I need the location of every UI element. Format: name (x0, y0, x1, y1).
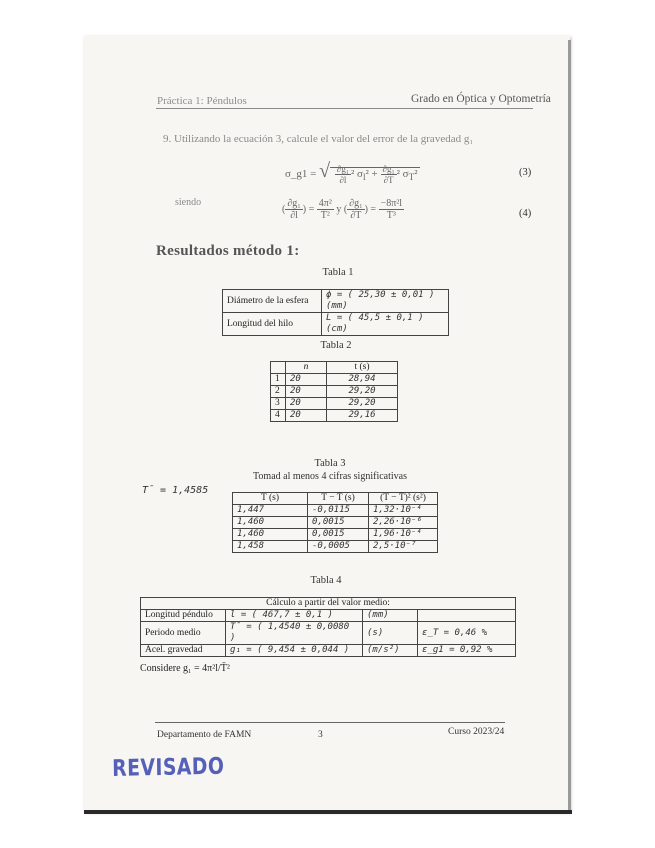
equation-4: ( $\frac{\text{∂g₁}}{\partial l}$ ) = $\frac{\text{4π²}}{\text{T̄²}}$ y ( $\frac{\text{∂g₁}}{\partial T}$ ) = $\frac{\text{−8π²l}}{\text{T̄³}}$ (282, 198, 403, 221)
table-row (271, 374, 398, 386)
table-cell: ε_T = 0,46 % (418, 622, 516, 645)
header-left: Práctica 1: Péndulos (157, 95, 247, 107)
document-page (84, 36, 570, 812)
table-cell: g₁ = ( 9,454 ± 0,044 ) (226, 645, 363, 657)
table-header-row (141, 598, 516, 610)
table-header (271, 362, 286, 374)
table-header-row (233, 493, 438, 505)
page-edge (84, 810, 572, 814)
table-header-row (271, 362, 398, 374)
table-row (223, 290, 449, 313)
table-row (271, 386, 398, 398)
exercise-item-9: 9. Utilizando la ecuación 3, calcule el valor del error de la gravedad g₁ (163, 133, 474, 145)
table-cell: 29,20 (327, 398, 398, 410)
table-row (233, 505, 438, 517)
table-cell: 1,458 (233, 541, 308, 553)
table-cell: Periodo medio (141, 622, 226, 645)
table-cell: 4 (271, 410, 286, 422)
table-cell: (mm) (363, 610, 418, 622)
table-cell: ϕ = ( 25,30 ± 0,01 ) (mm) (322, 290, 449, 313)
table-row (141, 622, 516, 645)
table-cell: Longitud del hilo (223, 313, 322, 336)
table-header: t (s) (327, 362, 398, 374)
table-cell: 3 (271, 398, 286, 410)
table-cell: L = ( 45,5 ± 0,1 ) (cm) (322, 313, 449, 336)
footer-course: Curso 2023/24 (448, 727, 505, 737)
table-cell: 0,0015 (308, 517, 369, 529)
table-cell: T̄ = ( 1,4540 ± 0,0080 ) (226, 622, 363, 645)
tabla-3 (232, 492, 438, 553)
handwritten-mean-period: T̄ = 1,4585 (142, 485, 209, 496)
table-row (223, 313, 449, 336)
equation-4-conjunction: y (336, 203, 342, 215)
equation-3-number: (3) (519, 167, 532, 178)
table-row (141, 645, 516, 657)
table-cell: l = ( 467,7 ± 0,1 ) (226, 610, 363, 622)
table-cell: 29,20 (327, 386, 398, 398)
tabla-4-caption: Tabla 4 (310, 575, 342, 586)
page-edge (568, 40, 571, 812)
revisado-stamp: REVISADO (112, 753, 225, 782)
table-cell: 2,5·10⁻⁷ (369, 541, 438, 553)
table-cell: -0,0005 (308, 541, 369, 553)
table-cell: ε_g1 = 0,92 % (418, 645, 516, 657)
table-cell: 20 (286, 386, 327, 398)
table-row (141, 610, 516, 622)
table-cell: 1 (271, 374, 286, 386)
table-cell: 1,96·10⁻⁴ (369, 529, 438, 541)
footer-rule (155, 722, 505, 723)
table-cell (418, 610, 516, 622)
table-cell: 1,460 (233, 517, 308, 529)
table-header: (T − T̄)² (s²) (369, 493, 438, 505)
table-cell: 1,460 (233, 529, 308, 541)
table-row (271, 398, 398, 410)
tabla-1 (222, 289, 449, 336)
table-cell: 2,26·10⁻⁶ (369, 517, 438, 529)
equation-3: σ_g1 = √ $\frac{\text{∂g₁}}{\partial l}$ ² $\sigma_l^2$ + $\frac{\text{∂g₁}}{\partial T}$ ² $\sigma_T^2$ (285, 160, 418, 185)
table-header: n (286, 362, 327, 374)
table-cell: 2 (271, 386, 286, 398)
table-row (271, 410, 398, 422)
table-cell: 1,32·10⁻⁴ (369, 505, 438, 517)
tabla-2-caption: Tabla 2 (320, 340, 352, 351)
header-right: Grado en Óptica y Optometría (411, 93, 551, 105)
table-cell: 20 (286, 410, 327, 422)
tabla-1-caption: Tabla 1 (322, 267, 354, 278)
page-number: 3 (318, 730, 323, 740)
table-row (233, 541, 438, 553)
table-cell: 20 (286, 398, 327, 410)
table-row (233, 529, 438, 541)
table-header: T − T̄ (s) (308, 493, 369, 505)
table-header: T (s) (233, 493, 308, 505)
equation-4-number: (4) (519, 208, 532, 219)
table-cell: (s) (363, 622, 418, 645)
tabla-4 (140, 597, 516, 657)
table-cell: Longitud péndulo (141, 610, 226, 622)
table-cell: 28,94 (327, 374, 398, 386)
tabla-3-caption: Tabla 3 (314, 458, 346, 469)
table-cell: 0,0015 (308, 529, 369, 541)
table-row (233, 517, 438, 529)
table-cell: 29,16 (327, 410, 398, 422)
table-cell: 20 (286, 374, 327, 386)
table-cell: (m/s²) (363, 645, 418, 657)
table-header: Cálculo a partir del valor medio: (141, 598, 516, 610)
footer-department: Departamento de FAMN (157, 730, 252, 740)
section-title: Resultados método 1: (156, 243, 300, 259)
siendo-text: siendo (175, 197, 202, 208)
table-cell: Diámetro de la esfera (223, 290, 322, 313)
table-cell: Acel. gravedad (141, 645, 226, 657)
header-rule (156, 108, 533, 109)
tabla-2 (270, 361, 398, 422)
note-formula: Considere g₁ = 4π²l/T̄² (140, 663, 230, 674)
equation-3-lhs: σ_g1 = (285, 168, 317, 180)
table-cell: 1,447 (233, 505, 308, 517)
tabla-3-subcaption: Tomad al menos 4 cifras significativas (253, 471, 407, 482)
table-cell: -0,0115 (308, 505, 369, 517)
